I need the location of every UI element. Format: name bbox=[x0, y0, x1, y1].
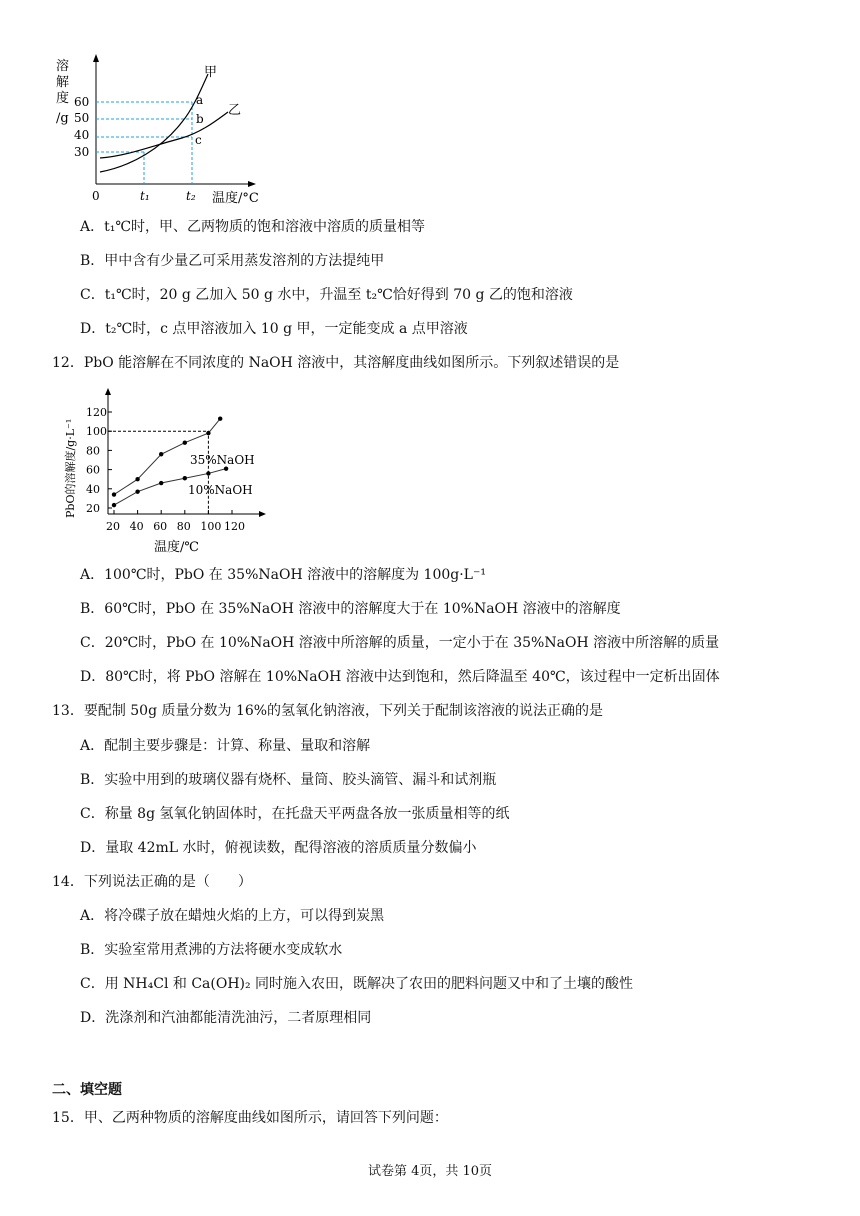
q11-option-b: B．甲中含有少量乙可采用蒸发溶剂的方法提纯甲 bbox=[80, 253, 385, 269]
point-label-c: c bbox=[195, 133, 202, 147]
q11-option-a: A．t₁℃时，甲、乙两物质的饱和溶液中溶质的质量相等 bbox=[80, 219, 426, 235]
point-label-b: b bbox=[196, 112, 204, 126]
y-tick-label: 20 bbox=[86, 502, 100, 515]
y-label-char-1: 溶 bbox=[56, 59, 70, 74]
x-tick-t2: t₂ bbox=[186, 189, 196, 203]
x-axis-arrow bbox=[248, 181, 256, 187]
series-label-35: 35%NaOH bbox=[190, 453, 255, 467]
curve-label-jia: 甲 bbox=[204, 65, 218, 80]
y-tick-label: 120 bbox=[86, 406, 107, 419]
guide-line-100 bbox=[108, 431, 208, 514]
q13-option-c: C．称量 8g 氢氧化钠固体时，在托盘天平两盘各放一张质量相等的纸 bbox=[80, 806, 510, 822]
data-point bbox=[206, 471, 210, 475]
y-tick-50: 50 bbox=[74, 111, 90, 125]
q11-option-d: D．t₂℃时，c 点甲溶液加入 10 g 甲，一定能变成 a 点甲溶液 bbox=[80, 321, 468, 337]
data-point bbox=[112, 492, 116, 496]
q15-stem: 15．甲、乙两种物质的溶解度曲线如图所示，请回答下列问题： bbox=[52, 1110, 448, 1126]
y-tick-label: 100 bbox=[86, 425, 107, 439]
origin-label: 0 bbox=[92, 189, 100, 203]
pbo-solubility-chart bbox=[56, 388, 276, 558]
section-heading-fill-in: 二、填空题 bbox=[52, 1082, 122, 1098]
solubility-curve-figure-1 bbox=[52, 52, 292, 212]
q12-option-d: D．80℃时，将 PbO 溶解在 10%NaOH 溶液中达到饱和，然后降温至 40℃，该过程中一定析出固体 bbox=[80, 669, 720, 685]
y-axis-arrow bbox=[93, 54, 99, 62]
y-tick-label: 40 bbox=[86, 482, 100, 496]
x-tick-t1: t₁ bbox=[140, 189, 150, 203]
q11-option-c: C．t₁℃时，20 g 乙加入 50 g 水中，升温至 t₂℃恰好得到 70 g 乙的饱和溶液 bbox=[80, 287, 573, 303]
series-label-10: 10%NaOH bbox=[188, 483, 253, 497]
data-point bbox=[218, 417, 222, 421]
q14-option-d: D．洗涤剂和汽油都能清洗油污，二者原理相同 bbox=[80, 1010, 372, 1026]
data-point bbox=[159, 481, 163, 485]
q12-stem: 12．PbO 能溶解在不同浓度的 NaOH 溶液中，其溶解度曲线如图所示。下列叙述错误的是 bbox=[52, 355, 620, 371]
y-axis-arrow bbox=[105, 388, 111, 395]
q14-option-a: A．将冷碟子放在蜡烛火焰的上方，可以得到炭黑 bbox=[80, 908, 385, 924]
x-tick-label: 120 bbox=[224, 520, 245, 533]
q12-option-b: B．60℃时，PbO 在 35%NaOH 溶液中的溶解度大于在 10%NaOH 溶液中的溶解度 bbox=[80, 601, 621, 617]
y-axis-label: PbO的溶解度/g·L⁻¹ bbox=[64, 418, 77, 518]
data-point bbox=[135, 477, 139, 481]
data-point bbox=[224, 466, 228, 470]
q14-option-c: C．用 NH₄Cl 和 Ca(OH)₂ 同时施入农田，既解决了农田的肥料问题又中和了土壤的酸性 bbox=[80, 976, 634, 992]
x-tick-label: 80 bbox=[176, 520, 191, 533]
page-footer: 试卷第 4页，共 10页 bbox=[367, 1164, 493, 1179]
q14-stem: 14．下列说法正确的是（ ） bbox=[52, 874, 252, 890]
data-point bbox=[183, 476, 187, 480]
y-tick-30: 30 bbox=[74, 145, 90, 159]
y-tick-label: 80 bbox=[86, 444, 100, 458]
y-label-char-3: 度 bbox=[56, 91, 70, 106]
y-tick-60: 60 bbox=[74, 95, 90, 109]
guide-lines bbox=[96, 102, 192, 184]
x-tick-label: 100 bbox=[200, 520, 222, 533]
q13-option-a: A．配制主要步骤是：计算、称量、量取和溶解 bbox=[80, 738, 371, 754]
curve-label-yi: 乙 bbox=[228, 103, 242, 118]
y-tick-40: 40 bbox=[74, 128, 90, 142]
x-tick-label: 60 bbox=[153, 520, 168, 533]
data-point bbox=[206, 431, 210, 435]
q12-option-c: C．20℃时，PbO 在 10%NaOH 溶液中所溶解的质量，一定小于在 35%NaOH 溶液中所溶解的质量 bbox=[80, 635, 720, 651]
q14-option-b: B．实验室常用煮沸的方法将硬水变成软水 bbox=[80, 942, 343, 958]
q13-option-d: D．量取 42mL 水时，俯视读数，配得溶液的溶质质量分数偏小 bbox=[80, 840, 477, 856]
y-label-char-2: 解 bbox=[56, 75, 70, 90]
x-tick-label: 40 bbox=[129, 520, 144, 533]
data-point bbox=[159, 452, 163, 456]
x-axis-label: 温度/℃ bbox=[154, 540, 199, 555]
q13-option-b: B．实验中用到的玻璃仪器有烧杯、量筒、胶头滴管、漏斗和试剂瓶 bbox=[80, 772, 497, 788]
y-tick-label: 60 bbox=[86, 463, 100, 477]
x-axis-arrow bbox=[259, 511, 266, 517]
data-point bbox=[183, 441, 187, 445]
q12-option-a: A．100℃时，PbO 在 35%NaOH 溶液中的溶解度为 100g·L⁻¹ bbox=[80, 567, 486, 583]
data-point bbox=[112, 503, 116, 507]
x-tick-label: 20 bbox=[106, 520, 120, 533]
q13-stem: 13．要配制 50g 质量分数为 16%的氢氧化钠溶液，下列关于配制该溶液的说法正确的是 bbox=[52, 703, 604, 719]
data-point bbox=[135, 489, 139, 493]
y-label-char-4: /g bbox=[56, 111, 69, 126]
point-label-a: a bbox=[196, 93, 204, 107]
x-axis-label: 温度/°C bbox=[212, 191, 259, 206]
